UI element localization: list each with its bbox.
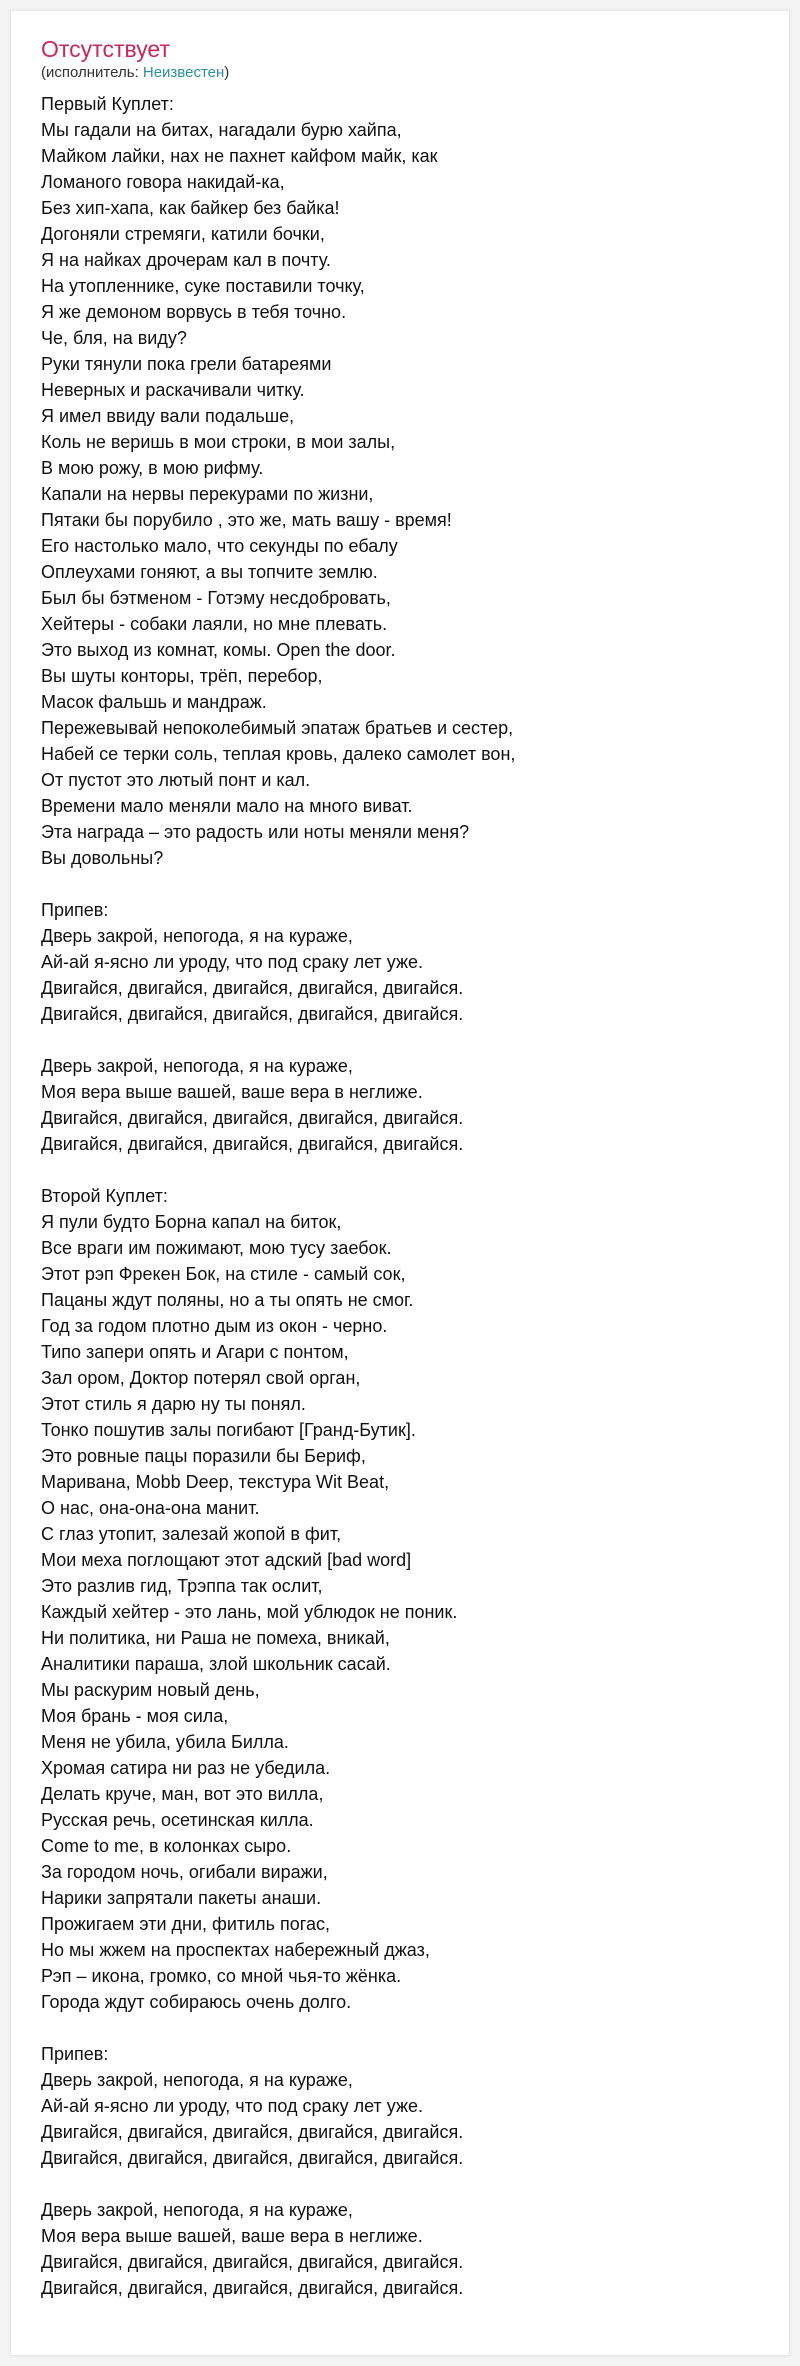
artist-prefix: (исполнитель: [41,64,143,81]
song-title: Отсутствует [41,36,170,62]
lyrics-page [10,10,790,2356]
lyrics-text: Первый Куплет: Мы гадали на битах, нагадали бурю хайпа, Майком лайки, нах не пахнет кайфом майк, как Ломаного говора накидай-ка, Без хип-хапа, как байкер без байка! Догоняли стремяги, катили бочки, Я на найках дрочерам кал в почту. На утопленнике, суке поставили точку, Я же демоном ворвусь в тебя точно. Че, бля, на виду? Руки тянули пока грели батареями Неверных и раскачивали читку. Я имел ввиду вали подальше, Коль не веришь в мои строки, в мои залы, В мою рожу, в мою рифму. Капали на нервы перекурами по жизни, Пятаки бы порубило , это же, мать вашу - время! Его настолько мало, что секунды по ебалу Оплеухами гоняют, а вы топчите землю. Был бы бэтменом - Готэму несдобровать, Хейтеры - собаки лаяли, но мне плевать. Это выход из комнат, комы. Open the door. Вы шуты конторы, трёп, перебор, Масок фальшь и мандраж. Пережевывай непоколебимый эпатаж братьев и сестер, Набей се терки соль, теплая кровь, далеко самолет вон, От пустот это лютый понт и кал. Времени мало меняли мало на много виват. Эта награда – это радость или ноты меняли меня? Вы довольны? Припев: Дверь закрой, непогода, я на кураже, Ай-ай я-ясно ли уроду, что под сраку лет уже. Двигайся, двигайся, двигайся, двигайся, двигайся. Двигайся, двигайся, двигайся, двигайся, двигайся. Дверь закрой, непогода, я на кураже, Моя вера выше вашей, ваше вера в неглиже. Двигайся, двигайся, двигайся, двигайся, двигайся. Двигайся, двигайся, двигайся, двигайся, двигайся. Второй Куплет: Я пули будто Борна капал на биток, Все враги им пожимают, мою тусу заебок. Этот рэп Фрекен Бок, на стиле - самый сок, Пацаны ждут поляны, но а ты опять не смог. Год за годом плотно дым из окон - черно. Типо запери опять и Агари с понтом, Зал ором, Доктор потерял свой орган, Этот стиль я дарю ну ты понял. Тонко пошутив залы погибают [Гранд-Бутик]. Это ровные пацы поразили бы Бериф, Маривана, Mobb Deep, текстура Wit Beat, О нас, она-она-она манит. С глаз утопит, залезай жопой в фит, Мои меха поглощают этот адский [bad word] Это разлив гид, Трэппа так ослит, Каждый хейтер - это лань, мой ублюдок не поник. Ни политика, ни Раша не помеха, вникай, Аналитики параша, злой школьник сасай. Мы раскурим новый день, Моя брань - моя сила, Меня не убила, убила Билла. Хромая сатира ни раз не убедила. Делать круче, ман, вот это вилла, Русская речь, осетинская килла. Come to me, в колонках сыро. За городом ночь, огибали виражи, Нарики запрятали пакеты анаши. Прожигаем эти дни, фитиль погас, Но мы жжем на проспектах набережный джаз, Рэп – икона, громко, со мной чья-то жёнка. Города ждут собираюсь очень долго. Припев: Дверь закрой, непогода, я на кураже, Ай-ай я-ясно ли уроду, что под сраку лет уже. Двигайся, двигайся, двигайся, двигайся, двигайся. Двигайся, двигайся, двигайся, двигайся, двигайся. Дверь закрой, непогода, я на кураже, Моя вера выше вашей, ваше вера в неглиже. Двигайся, двигайся, двигайся, двигайся, двигайся. Двигайся, двигайся, двигайся, двигайся, двигайся. [41,94,516,2298]
lyrics-content [41,35,769,2301]
artist-link[interactable]: Неизвестен [142,64,225,81]
artist-line [41,63,769,83]
artist-suffix: ) [224,64,230,81]
